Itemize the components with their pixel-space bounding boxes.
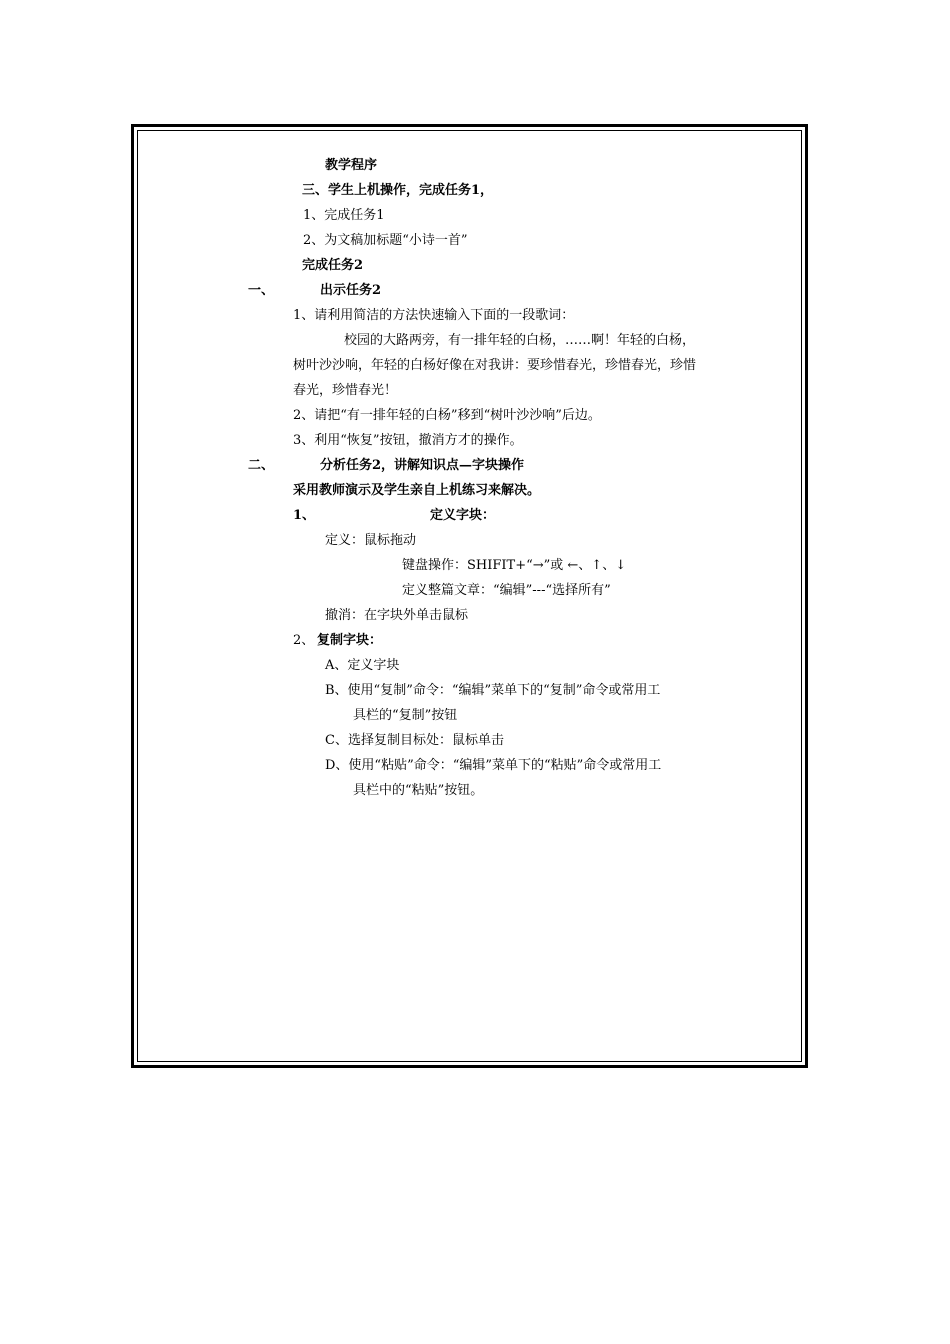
copy-step-c: C、选择复制目标处：鼠标单击 <box>325 733 504 748</box>
copy-step-d-line-2: 具栏中的“粘贴”按钮。 <box>353 783 484 798</box>
lyrics-line-1: 校园的大路两旁，有一排年轻的白杨，……啊！年轻的白杨， <box>344 333 696 348</box>
cancel-selection: 撤消：在字块外单击鼠标 <box>325 608 469 623</box>
copy-step-d-line-1: D、使用“粘贴”命令：“编辑”菜单下的“粘贴”命令或常用工 <box>325 758 662 773</box>
lyrics-line-2: 树叶沙沙响，年轻的白杨好像在对我讲：要珍惜春光，珍惜春光，珍惜 <box>293 358 697 373</box>
section3-heading: 三、学生上机操作，完成任务1， <box>302 183 494 198</box>
define-keyboard: 键盘操作：SHIFIT+“→”或 ←、↑、↓ <box>402 558 627 573</box>
knowledge-2-number: 2、 <box>293 633 315 648</box>
knowledge-1-title: 定义字块： <box>430 508 496 523</box>
copy-step-b-line-1: B、使用“复制”命令：“编辑”菜单下的“复制”命令或常用工 <box>325 683 661 698</box>
copy-step-b-line-2: 具栏的“复制”按钮 <box>353 708 458 723</box>
part1-number: 一、 <box>248 283 275 298</box>
lyrics-line-3: 春光，珍惜春光！ <box>293 383 398 398</box>
part1-item-1: 1、请利用简洁的方法快速输入下面的一段歌词： <box>293 308 575 323</box>
define-mouse: 定义：鼠标拖动 <box>325 533 417 548</box>
copy-step-a: A、定义字块 <box>325 658 400 673</box>
part2-number: 二、 <box>248 458 275 473</box>
method-text: 采用教师演示及学生亲自上机练习来解决。 <box>293 483 541 498</box>
part1-item-2: 2、请把“有一排年轻的白杨”移到“树叶沙沙响”后边。 <box>293 408 601 423</box>
define-all: 定义整篇文章：“编辑”---“选择所有” <box>402 583 611 598</box>
part1-item-3: 3、利用“恢复”按钮，撤消方才的操作。 <box>293 433 523 448</box>
section3-item-2: 2、为文稿加标题“小诗一首” <box>303 233 468 248</box>
part1-title: 出示任务2 <box>320 283 382 298</box>
knowledge-1-number: 1、 <box>293 508 316 523</box>
knowledge-2-title: 复制字块： <box>317 633 383 648</box>
task2-done: 完成任务2 <box>302 258 364 273</box>
part2-title: 分析任务2，讲解知识点—字块操作 <box>320 458 525 473</box>
section3-item-1: 1、完成任务1 <box>303 208 385 223</box>
doc-title: 教学程序 <box>325 158 378 173</box>
